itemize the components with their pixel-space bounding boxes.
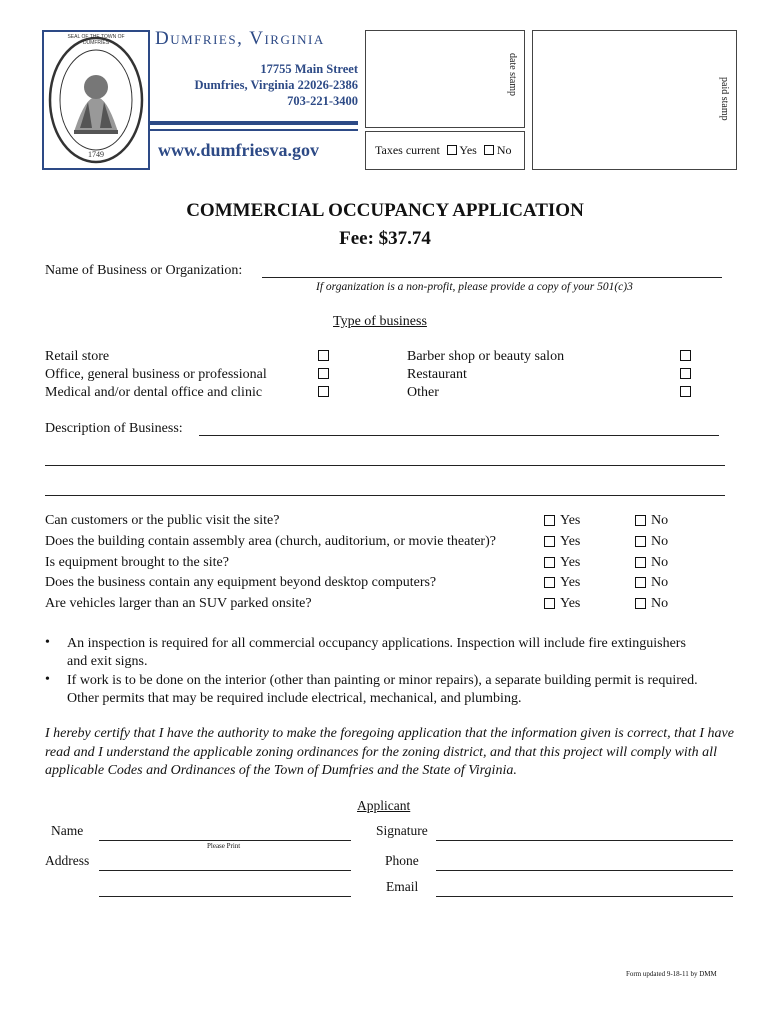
type-of-business-heading: Type of business [333, 314, 427, 329]
q4-no-label: No [651, 575, 669, 590]
q3-yes-checkbox[interactable] [544, 557, 555, 568]
q4-yes-checkbox[interactable] [544, 577, 555, 588]
q4-yes-label: Yes [560, 575, 581, 590]
taxes-current-box [365, 131, 525, 170]
header-rule-thick [150, 121, 358, 125]
q1-yes-label: Yes [560, 513, 581, 528]
applicant-address-field-1[interactable] [99, 870, 351, 871]
street-address: 17755 Main Street [260, 62, 358, 76]
date-stamp-label: date stamp [507, 53, 518, 97]
note-inspection: An inspection is required for all commercial occupancy applications. Inspection will include fire extinguishers and exit signs. [67, 636, 686, 669]
applicant-name-field[interactable] [99, 840, 351, 841]
description-field-line-2[interactable] [45, 465, 725, 466]
question-assembly-area: Does the building contain assembly area (church, auditorium, or movie theater)? [45, 534, 496, 549]
city-zip: Dumfries, Virginia 22026-2386 [194, 78, 358, 92]
medical-checkbox[interactable] [318, 386, 329, 397]
business-type-other: Other [407, 385, 439, 400]
q3-yes-label: Yes [560, 555, 581, 570]
taxes-yes-checkbox[interactable] [447, 145, 457, 155]
nonprofit-note: If organization is a non-profit, please provide a copy of your 501(c)3 [316, 281, 633, 293]
bullet-icon: • [45, 672, 50, 687]
business-name-field[interactable] [262, 277, 722, 278]
please-print-note: Please Print [207, 842, 241, 850]
restaurant-checkbox[interactable] [680, 368, 691, 379]
applicant-phone-label: Phone [385, 853, 419, 868]
business-type-medical: Medical and/or dental office and clinic [45, 385, 263, 400]
q2-no-label: No [651, 534, 669, 549]
certification-statement: I hereby certify that I have the authority to make the foregoing application that the information given is correct, that I have read and I understand the applicable zoning ordinances for the zoning district, and that this project will comply with all applicable Codes and Ordinances of the Town of Dumfries and the State of Virginia. [45, 726, 734, 778]
question-vehicles: Are vehicles larger than an SUV parked onsite? [45, 596, 312, 611]
q5-yes-label: Yes [560, 596, 581, 611]
applicant-signature-label: Signature [376, 823, 428, 838]
website-link[interactable]: www.dumfriesva.gov [158, 140, 319, 160]
form-updated-note: Form updated 9-18-11 by DMM [626, 970, 717, 978]
barber-checkbox[interactable] [680, 350, 691, 361]
office-checkbox[interactable] [318, 368, 329, 379]
applicant-signature-field[interactable] [436, 840, 733, 841]
q1-no-label: No [651, 513, 669, 528]
business-type-office: Office, general business or professional [45, 367, 267, 382]
q5-no-checkbox[interactable] [635, 598, 646, 609]
paid-stamp-label: paid stamp [719, 77, 730, 121]
paid-stamp-box [532, 30, 737, 170]
taxes-no-checkbox[interactable] [484, 145, 494, 155]
q1-no-checkbox[interactable] [635, 515, 646, 526]
other-checkbox[interactable] [680, 386, 691, 397]
town-seal [42, 30, 150, 170]
seal-text: SEAL OF THE TOWN OF DUMFRIES [67, 34, 125, 46]
q5-no-label: No [651, 596, 669, 611]
description-field-line-1[interactable] [199, 435, 719, 436]
q5-yes-checkbox[interactable] [544, 598, 555, 609]
q3-no-checkbox[interactable] [635, 557, 646, 568]
taxes-no-label: No [496, 143, 512, 157]
note-permits: If work is to be done on the interior (other than painting or minor repairs), a separate building permit is required. Other permits that may be required include electrical, mechanical, and plumbing. [67, 673, 698, 706]
q2-yes-label: Yes [560, 534, 581, 549]
bullet-icon: • [45, 635, 50, 650]
applicant-heading: Applicant [357, 798, 411, 813]
applicant-phone-field[interactable] [436, 870, 733, 871]
town-phone: 703-221-3400 [287, 94, 358, 108]
seal-icon [44, 32, 148, 168]
question-public-visit: Can customers or the public visit the site? [45, 513, 280, 528]
question-equipment-beyond: Does the business contain any equipment beyond desktop computers? [45, 575, 437, 590]
header-rule-thin [150, 129, 358, 131]
applicant-name-label: Name [51, 823, 84, 838]
business-name-label: Name of Business or Organization: [45, 263, 243, 278]
description-field-line-3[interactable] [45, 495, 725, 496]
description-label: Description of Business: [45, 421, 183, 436]
town-name: Dumfries, Virginia [155, 28, 325, 49]
applicant-address-label: Address [45, 853, 90, 868]
applicant-address-field-2[interactable] [99, 896, 351, 897]
seal-year: 1749 [88, 150, 104, 159]
business-type-retail: Retail store [45, 349, 110, 364]
business-type-barber: Barber shop or beauty salon [407, 349, 565, 364]
q4-no-checkbox[interactable] [635, 577, 646, 588]
taxes-yes-label: Yes [459, 143, 477, 157]
form-title: COMMERCIAL OCCUPANCY APPLICATION [186, 200, 584, 221]
form-fee: Fee: $37.74 [339, 228, 431, 249]
q1-yes-checkbox[interactable] [544, 515, 555, 526]
applicant-email-field[interactable] [436, 896, 733, 897]
business-type-restaurant: Restaurant [407, 367, 467, 382]
q3-no-label: No [651, 555, 669, 570]
q2-yes-checkbox[interactable] [544, 536, 555, 547]
retail-checkbox[interactable] [318, 350, 329, 361]
date-stamp-box [365, 30, 525, 128]
q2-no-checkbox[interactable] [635, 536, 646, 547]
taxes-current-label: Taxes current [375, 143, 440, 157]
question-equipment-brought: Is equipment brought to the site? [45, 555, 229, 570]
applicant-email-label: Email [386, 879, 419, 894]
